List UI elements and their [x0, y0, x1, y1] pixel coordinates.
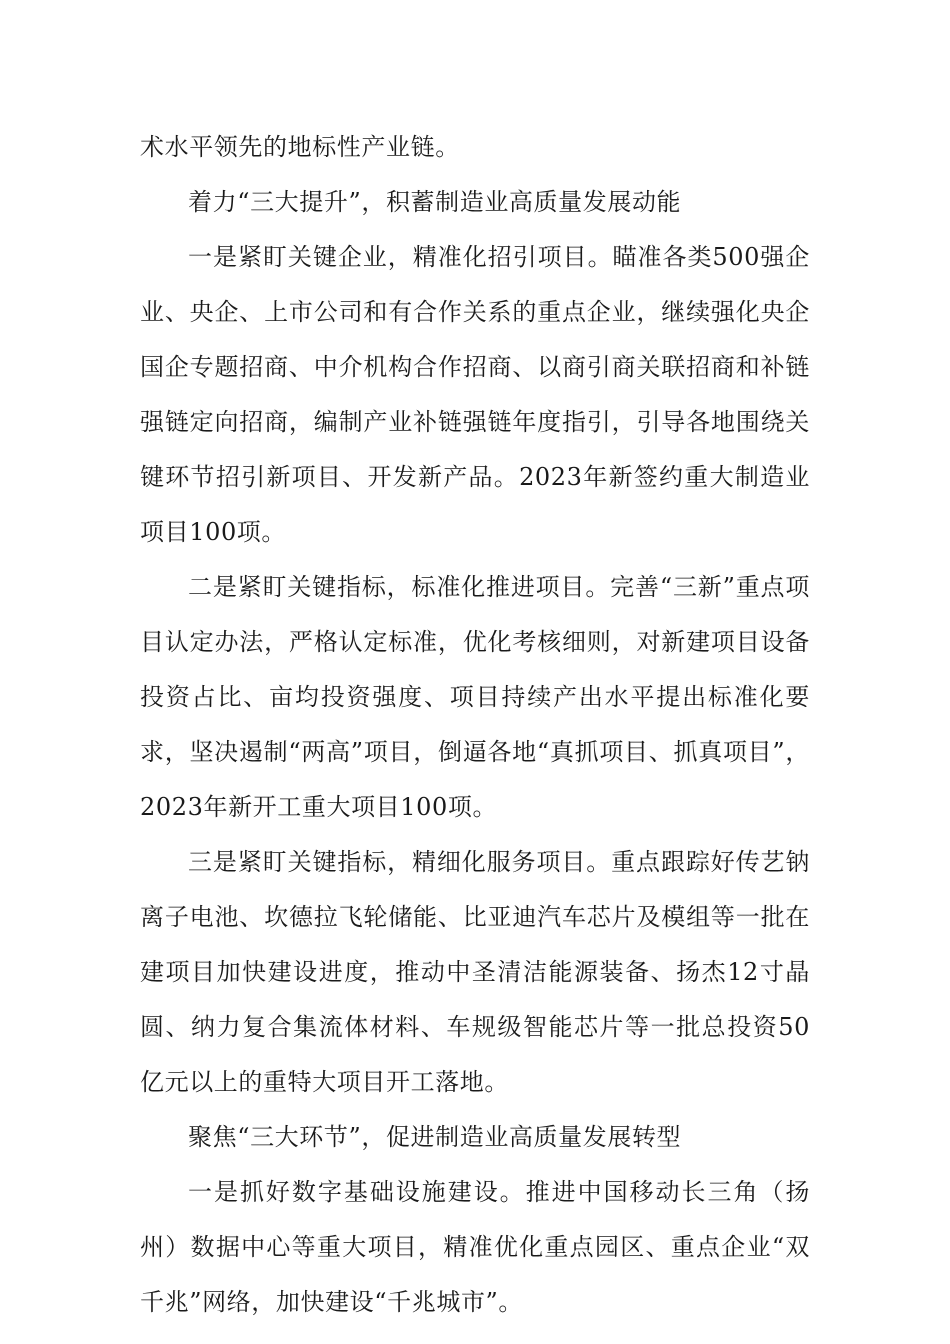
- paragraph-continuation: 术水平领先的地标性产业链。: [140, 133, 460, 161]
- section-heading-three-improvements: 着力“三大提升”，积蓄制造业高质量发展动能: [188, 188, 682, 216]
- paragraph-digital-infrastructure: 一是抓好数字基础设施建设。推进中国移动长三角（扬州）数据中心等重大项目，精准优化重点园区、重点企业“双千兆”网络，加快建设“千兆城市”。: [140, 1178, 810, 1316]
- document-page: [140, 120, 810, 1330]
- paragraph-key-indicators-services: 三是紧盯关键指标，精细化服务项目。重点跟踪好传艺钠离子电池、坎德拉飞轮储能、比亚迪汽车芯片及模组等一批在建项目加快建设进度，推动中圣清洁能源装备、扬杰12寸晶圆、纳力复合集流体材料、车规级智能芯片等一批总投资50亿元以上的重特大项目开工落地。: [140, 848, 810, 1096]
- paragraph-key-indicators-standardization: 二是紧盯关键指标，标准化推进项目。完善“三新”重点项目认定办法，严格认定标准，优化考核细则，对新建项目设备投资占比、亩均投资强度、项目持续产出水平提出标准化要求，坚决遏制“两高”项目，倒逼各地“真抓项目、抓真项目”，2023年新开工重大项目100项。: [140, 573, 810, 821]
- paragraph-key-enterprises: 一是紧盯关键企业，精准化招引项目。瞄准各类500强企业、央企、上市公司和有合作关系的重点企业，继续强化央企国企专题招商、中介机构合作招商、以商引商关联招商和补链强链定向招商，编制产业补链强链年度指引，引导各地围绕关键环节招引新项目、开发新产品。2023年新签约重大制造业项目100项。: [140, 243, 810, 546]
- section-heading-three-links: 聚焦“三大环节”，促进制造业高质量发展转型: [188, 1123, 682, 1151]
